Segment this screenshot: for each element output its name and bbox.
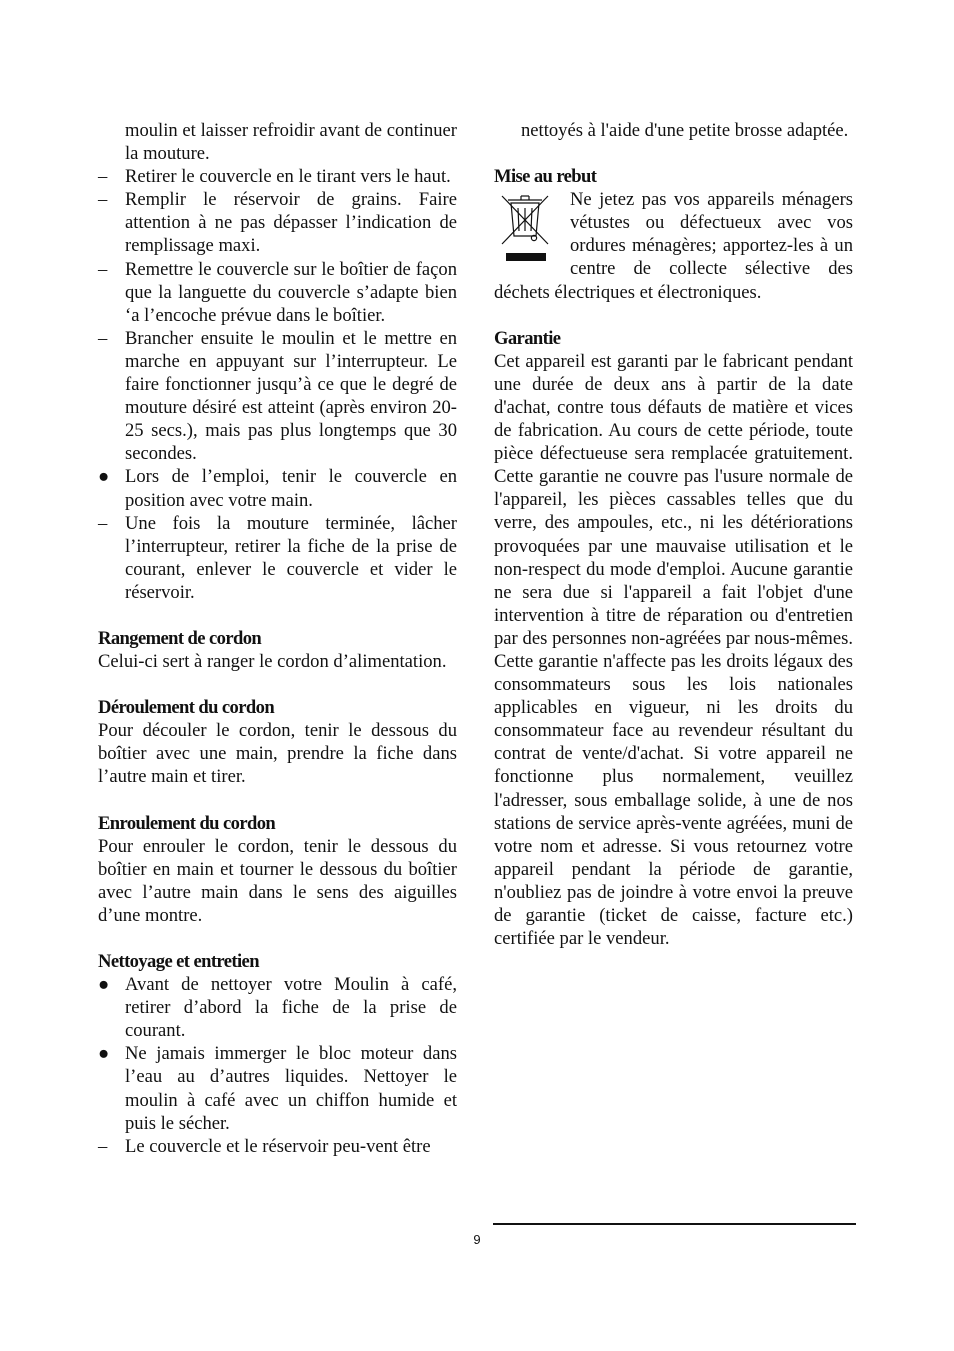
list-item-text: Remplir le réservoir de grains. Faire attention à ne pas dépasser l’indication de remplissage maxi. xyxy=(125,189,457,257)
list-item-text: Retirer le couvercle en le tirant vers le haut. xyxy=(125,166,451,188)
dash-marker: – xyxy=(98,1135,108,1157)
list-item xyxy=(98,327,457,466)
list-item xyxy=(98,165,457,188)
bullet-marker: ● xyxy=(98,466,110,488)
bullet-marker: ● xyxy=(98,974,110,996)
list-item xyxy=(98,188,457,257)
list-item xyxy=(98,512,457,604)
crossed-out-wheelie-bin-icon xyxy=(494,190,558,268)
right-column xyxy=(494,119,853,950)
dash-marker: – xyxy=(98,512,108,534)
intro-continuation: moulin et laisser refroidir avant de continuer la mouture. xyxy=(125,120,457,165)
list-item-text: Le couvercle et le réservoir peu-vent être xyxy=(125,1135,431,1157)
section-heading-rangement: Rangement de cordon xyxy=(98,627,262,649)
bullet-marker: ● xyxy=(98,1043,110,1065)
dash-marker: – xyxy=(98,166,108,188)
list-item-text: Ne jamais immerger le bloc moteur dans l’eau au d’autres liquides. Nettoyer le moulin à café avec un chiffon humide et puis le sécher. xyxy=(125,1043,457,1134)
list-item xyxy=(98,465,457,511)
page-number: 9 xyxy=(473,1232,481,1247)
section-body-enroulement: Pour enrouler le cordon, tenir le dessous du boîtier en main et tourner le dessous du boîtier avec l’autre main dans le sens des aiguilles d’une montre. xyxy=(98,835,457,926)
list-item xyxy=(98,973,457,1042)
list-item-text: Brancher ensuite le moulin et le mettre en marche en appuyant sur l’interrupteur. Le faire fonctionner jusqu’à ce que le degré de mouture désiré est atteint (après environ 20-25 secs.), mais pas plus longtemps que 30 secondes. xyxy=(125,327,457,465)
section-body-mise-au-rebut: Ne jetez pas vos appareils ménagers vétustes ou défectueux avec vos ordures ménagères; apportez-les à un centre de collecte sélective des déchets électriques et électroniques. xyxy=(494,189,853,303)
list-item xyxy=(98,1042,457,1134)
list-item-text: Avant de nettoyer votre Moulin à café, retirer d’abord la fiche de la prise de courant. xyxy=(125,974,457,1042)
list-item-text: Une fois la mouture terminée, lâcher l’interrupteur, retirer la fiche de la prise de courant, enlever le couvercle et vider le réservoir. xyxy=(125,512,457,603)
section-body-rangement: Celui-ci sert à ranger le cordon d’alimentation. xyxy=(98,651,447,673)
section-heading-deroulement: Déroulement du cordon xyxy=(98,697,275,719)
section-heading-nettoyage: Nettoyage et entretien xyxy=(98,951,259,972)
list-item-text: Lors de l’emploi, tenir le couvercle en position avec votre main. xyxy=(125,466,457,511)
cleaning-continuation: nettoyés à l'aide d'une petite brosse adaptée. xyxy=(521,120,849,141)
left-column xyxy=(98,119,457,1158)
section-heading-garantie: Garantie xyxy=(494,327,561,349)
section-heading-mise-au-rebut: Mise au rebut xyxy=(494,166,597,188)
dash-marker: – xyxy=(98,258,108,280)
section-body-deroulement: Pour découler le cordon, tenir le dessous du boîtier avec une main, prendre la fiche dans l’autre main et tirer. xyxy=(98,720,457,788)
section-body-garantie: Cet appareil est garanti par le fabricant pendant une durée de deux ans à partir de la date d'achat, contre tous défauts de matière et vices de fabrication. Au cours de cette période, toute pièce défectueuse sera remplacée gratuitement. Cette garantie ne couvre pas l'usure normale de l'appareil, les pièces cassables telles que du verre, des ampoules, etc., ni les détériorations provoquées par une mauvaise utilisation et le non-respect du mode d'emploi. Aucune garantie ne sera due si l'appareil a fait l'objet d'une intervention à titre de réparation ou d'entretien par des personnes non-agréées par nous-mêmes. Cette garantie n'affecte pas les droits légaux des consommateurs sous les lois nationales applicables en vigueur, ni les droits du consommateur face au revendeur résultant du contrat de vente/d'achat. Si votre appareil ne fonctionne plus normalement, veuillez l'adresser, sous emballage solide, à une de nos stations de service après-vente agréées, muni de votre nom et adresse. Si vous retournez votre appareil pendant la période de garantie, n'oubliez pas de joindre à votre envoi la preuve de garantie (ticket de caisse, facture etc.) certifiée par le vendeur. xyxy=(494,350,853,950)
list-item xyxy=(98,258,457,327)
dash-marker: – xyxy=(98,189,108,211)
section-heading-enroulement: Enroulement du cordon xyxy=(98,812,276,834)
list-item-text: Remettre le couvercle sur le boîtier de façon que la languette du couvercle s’adapte bien ‘a l’encoche prévue dans le boîtier. xyxy=(125,258,457,326)
list-item xyxy=(98,1135,457,1158)
footer-rule xyxy=(493,1223,856,1225)
dash-marker: – xyxy=(98,327,108,349)
